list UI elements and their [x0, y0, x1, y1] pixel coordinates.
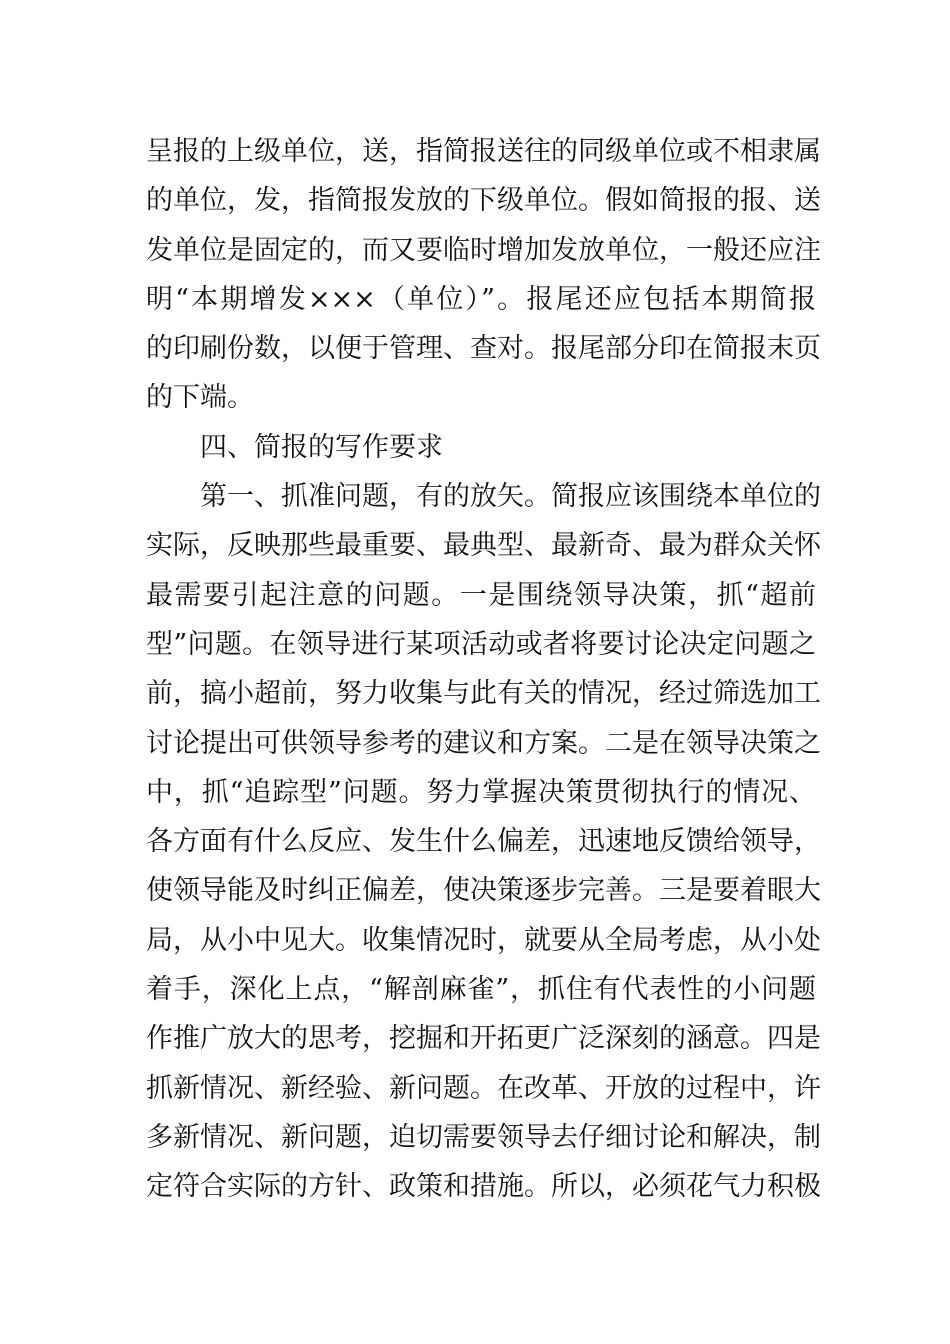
text-line: 第一、抓准问题，有的放矢。简报应该围绕本单位的 — [200, 481, 821, 513]
text-line: 发单位是固定的，而又要临时增加发放单位，一般还应注 — [146, 234, 821, 266]
text-line: 定符合实际的方针、政策和措施。所以，必须花气力积极 — [146, 1171, 821, 1203]
text-line: 各方面有什么反应、发生什么偏差，迅速地反馈给领导， — [146, 826, 821, 858]
text-line: 型”问题。在领导进行某项活动或者将要讨论决定问题之 — [146, 628, 816, 660]
text-line: 着手，深化上点，“解剖麻雀”，抓住有代表性的小问题 — [146, 974, 816, 1006]
text-line: 讨论提出可供领导参考的建议和方案。二是在领导决策之 — [146, 727, 821, 759]
text-line: 作推广放大的思考，挖掘和开拓更广泛深刻的涵意。四是 — [146, 1023, 821, 1055]
text-line: 中，抓“追踪型”问题。努力掌握决策贯彻执行的情况、 — [146, 776, 816, 808]
text-line: 抓新情况、新经验、新问题。在改革、开放的过程中，许 — [146, 1072, 821, 1104]
text-line: 局，从小中见大。收集情况时，就要从全局考虑，从小处 — [146, 924, 821, 956]
text-line: 呈报的上级单位，送，指简报送往的同级单位或不相隶属 — [146, 136, 821, 167]
text-line: 使领导能及时纠正偏差，使决策逐步完善。三是要着眼大 — [146, 875, 821, 907]
text-line: 多新情况、新问题，迫切需要领导去仔细讨论和解决，制 — [146, 1121, 821, 1153]
text-line: 前，搞小超前，努力收集与此有关的情况，经过筛选加工 — [146, 678, 821, 710]
text-line: 实际，反映那些最重要、最典型、最新奇、最为群众关怀 — [146, 530, 821, 562]
section-heading: 四、简报的写作要求 — [200, 431, 443, 463]
text-line: 的下端。 — [146, 382, 254, 414]
text-line: 的单位，发，指简报发放的下级单位。假如简报的报、送 — [146, 185, 821, 217]
text-line: 明“本期增发×××（单位）”。报尾还应包括本期简报 — [146, 283, 816, 315]
body-text — [146, 127, 821, 1212]
text-line: 的印刷份数，以便于管理、查对。报尾部分印在简报末页 — [146, 333, 821, 365]
text-line: 最需要引起注意的问题。一是围绕领导决策，抓“超前 — [146, 579, 816, 611]
